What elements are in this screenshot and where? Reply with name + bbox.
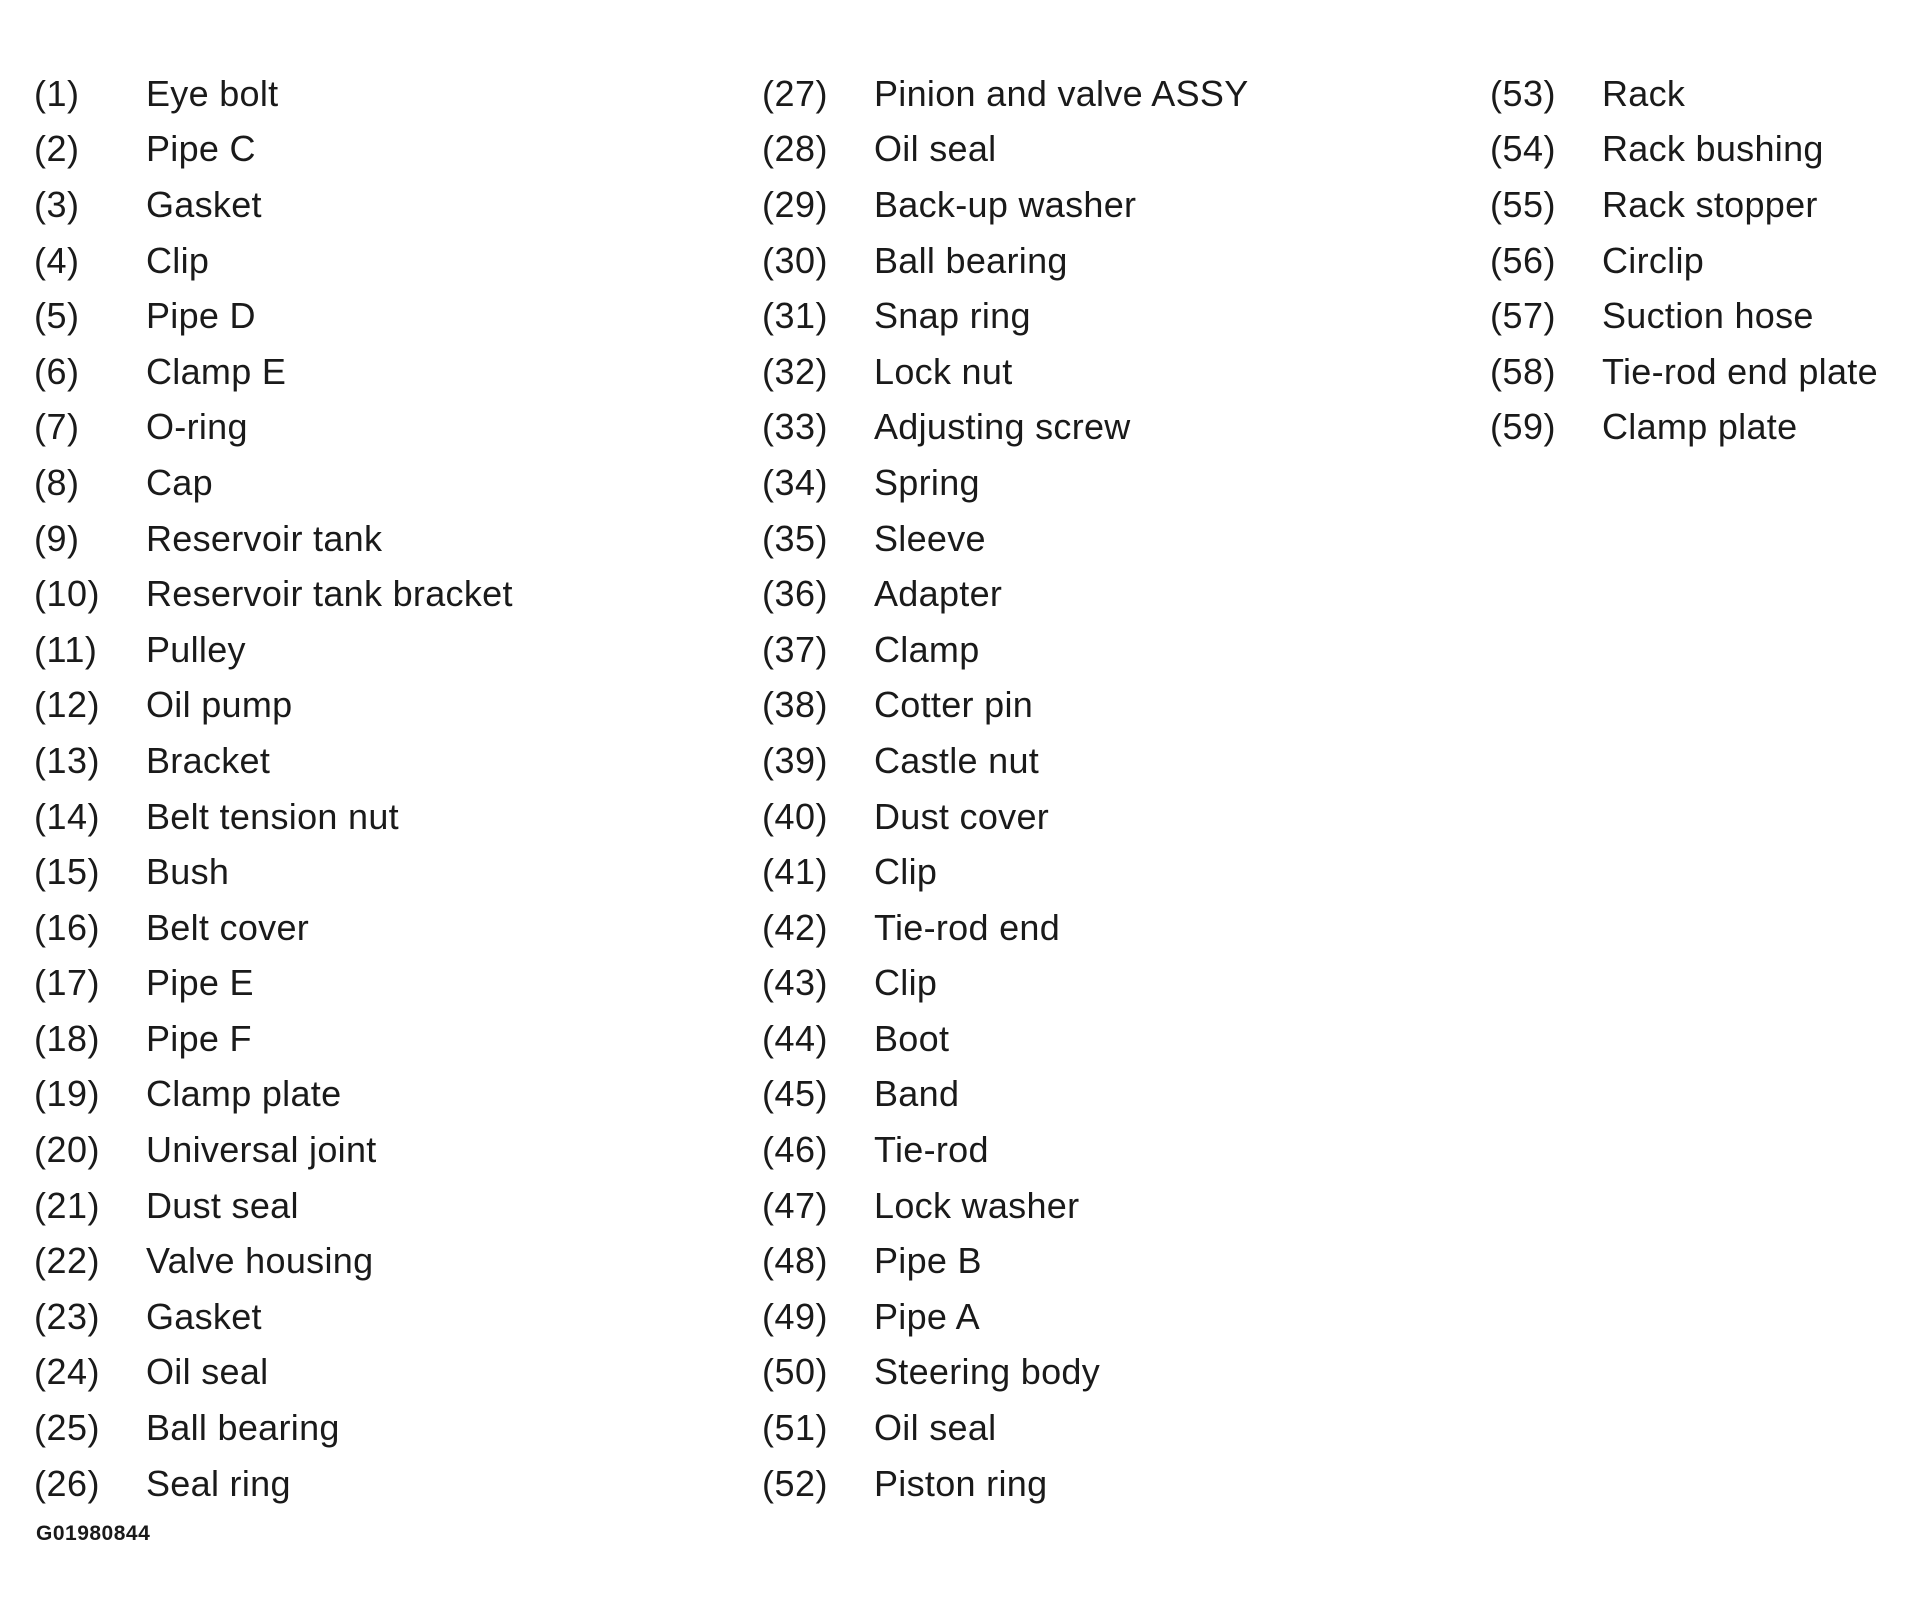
legend-item bbox=[34, 1456, 513, 1512]
legend-item-name: Clamp E bbox=[146, 350, 287, 392]
legend-item bbox=[34, 177, 513, 233]
legend-item-number: (5) bbox=[34, 295, 80, 337]
legend-column-3 bbox=[1490, 66, 1878, 455]
legend-item bbox=[762, 622, 1249, 678]
legend-item-number: (44) bbox=[762, 1017, 829, 1059]
legend-item-number: (56) bbox=[1490, 239, 1557, 281]
legend-item-name: Circlip bbox=[1602, 239, 1705, 281]
legend-item bbox=[34, 233, 513, 289]
legend-item-number: (13) bbox=[34, 739, 101, 781]
legend-item bbox=[1490, 288, 1878, 344]
legend-item-name: Oil pump bbox=[146, 684, 293, 726]
legend-item-name: Boot bbox=[874, 1017, 950, 1059]
legend-item-name: Cap bbox=[146, 461, 213, 503]
legend-item bbox=[34, 900, 513, 956]
legend-item-name: Ball bearing bbox=[146, 1407, 340, 1449]
legend-item-name: Tie-rod end bbox=[874, 906, 1061, 948]
legend-item-number: (22) bbox=[34, 1240, 101, 1282]
legend-item bbox=[34, 1345, 513, 1401]
legend-item bbox=[34, 678, 513, 734]
legend-item-name: Band bbox=[874, 1073, 960, 1115]
legend-item-number: (12) bbox=[34, 684, 101, 726]
legend-item-number: (38) bbox=[762, 684, 829, 726]
legend-item-number: (35) bbox=[762, 517, 829, 559]
legend-item-name: Tie-rod bbox=[874, 1129, 989, 1171]
legend-item-number: (36) bbox=[762, 573, 829, 615]
legend-item-name: Pipe B bbox=[874, 1240, 982, 1282]
legend-item-name: Dust cover bbox=[874, 795, 1050, 837]
legend-item-name: Castle nut bbox=[874, 739, 1040, 781]
legend-item-name: Pipe F bbox=[146, 1017, 252, 1059]
legend-item bbox=[34, 844, 513, 900]
legend-item bbox=[762, 1400, 1249, 1456]
legend-item bbox=[34, 1011, 513, 1067]
legend-item bbox=[762, 1067, 1249, 1123]
legend-item-name: Tie-rod end plate bbox=[1602, 350, 1878, 392]
legend-item bbox=[34, 66, 513, 122]
legend-item-name: Eye bolt bbox=[146, 72, 279, 114]
legend-item-number: (6) bbox=[34, 350, 80, 392]
legend-item-name: Oil seal bbox=[146, 1351, 269, 1393]
legend-item-name: Valve housing bbox=[146, 1240, 374, 1282]
legend-item-name: Pinion and valve ASSY bbox=[874, 72, 1249, 114]
legend-item bbox=[1490, 400, 1878, 456]
figure-id: G01980844 bbox=[36, 1522, 151, 1545]
legend-item bbox=[762, 1289, 1249, 1345]
legend-item-name: Steering body bbox=[874, 1351, 1101, 1393]
legend-item bbox=[762, 566, 1249, 622]
legend-item-name: Pipe D bbox=[146, 295, 256, 337]
legend-item-number: (24) bbox=[34, 1351, 101, 1393]
legend-item-name: Universal joint bbox=[146, 1129, 377, 1171]
legend-item-name: Dust seal bbox=[146, 1184, 299, 1226]
legend-item bbox=[762, 1233, 1249, 1289]
legend-item-number: (49) bbox=[762, 1295, 829, 1337]
legend-item bbox=[34, 344, 513, 400]
legend-item-number: (18) bbox=[34, 1017, 101, 1059]
legend-item-number: (40) bbox=[762, 795, 829, 837]
legend-item bbox=[34, 288, 513, 344]
legend-item bbox=[34, 455, 513, 511]
legend-item-number: (39) bbox=[762, 739, 829, 781]
legend-item-number: (43) bbox=[762, 962, 829, 1004]
legend-item-name: O-ring bbox=[146, 406, 248, 448]
legend-item bbox=[34, 511, 513, 567]
legend-item-name: Cotter pin bbox=[874, 684, 1034, 726]
legend-item-name: Lock nut bbox=[874, 350, 1013, 392]
legend-item bbox=[34, 1289, 513, 1345]
legend-item-number: (37) bbox=[762, 628, 829, 670]
legend-item-name: Belt cover bbox=[146, 906, 310, 948]
legend-item-number: (7) bbox=[34, 406, 80, 448]
legend-item-name: Sleeve bbox=[874, 517, 986, 559]
legend-item-number: (1) bbox=[34, 72, 80, 114]
legend-item bbox=[762, 900, 1249, 956]
legend-item bbox=[1490, 66, 1878, 122]
legend-item-name: Clip bbox=[874, 962, 938, 1004]
legend-item-name: Back-up washer bbox=[874, 183, 1137, 225]
legend-item bbox=[762, 1345, 1249, 1401]
legend-item-name: Suction hose bbox=[1602, 295, 1814, 337]
legend-item-number: (54) bbox=[1490, 128, 1557, 170]
legend-item-name: Oil seal bbox=[874, 128, 997, 170]
legend-item bbox=[34, 566, 513, 622]
legend-item bbox=[34, 122, 513, 178]
legend-item-number: (14) bbox=[34, 795, 101, 837]
legend-item-number: (28) bbox=[762, 128, 829, 170]
legend-item-number: (16) bbox=[34, 906, 101, 948]
legend-item-number: (51) bbox=[762, 1407, 829, 1449]
legend-item bbox=[34, 956, 513, 1012]
legend-item-number: (41) bbox=[762, 851, 829, 893]
legend-item-number: (55) bbox=[1490, 183, 1557, 225]
legend-item-number: (52) bbox=[762, 1462, 829, 1504]
legend-item-number: (34) bbox=[762, 461, 829, 503]
legend-item-name: Gasket bbox=[146, 183, 262, 225]
legend-item-number: (59) bbox=[1490, 406, 1557, 448]
legend-item bbox=[1490, 233, 1878, 289]
legend-item bbox=[34, 1067, 513, 1123]
legend-item-name: Belt tension nut bbox=[146, 795, 399, 837]
legend-item-name: Oil seal bbox=[874, 1407, 997, 1449]
legend-item-number: (4) bbox=[34, 239, 80, 281]
legend-item bbox=[762, 844, 1249, 900]
legend-item bbox=[762, 1122, 1249, 1178]
legend-item-number: (11) bbox=[34, 628, 98, 670]
legend-item bbox=[762, 1456, 1249, 1512]
legend-item bbox=[1490, 122, 1878, 178]
legend-item bbox=[1490, 344, 1878, 400]
legend-item-name: Adapter bbox=[874, 573, 1003, 615]
legend-item-name: Ball bearing bbox=[874, 239, 1068, 281]
legend-item-name: Clamp bbox=[874, 628, 980, 670]
legend-item-name: Adjusting screw bbox=[874, 406, 1131, 448]
legend-item-number: (30) bbox=[762, 239, 829, 281]
legend-item-number: (9) bbox=[34, 517, 80, 559]
legend-item bbox=[762, 400, 1249, 456]
legend-item-number: (50) bbox=[762, 1351, 829, 1393]
legend-item bbox=[34, 622, 513, 678]
legend-item-number: (25) bbox=[34, 1407, 101, 1449]
legend-item bbox=[34, 733, 513, 789]
legend-item-name: Seal ring bbox=[146, 1462, 291, 1504]
legend-item bbox=[1490, 177, 1878, 233]
legend-item bbox=[762, 122, 1249, 178]
legend-item-number: (19) bbox=[34, 1073, 101, 1115]
legend-item bbox=[762, 455, 1249, 511]
legend-item-number: (15) bbox=[34, 851, 101, 893]
legend-item-number: (31) bbox=[762, 295, 829, 337]
legend-item bbox=[762, 233, 1249, 289]
legend-item-name: Rack bushing bbox=[1602, 128, 1824, 170]
legend-item-name: Clamp plate bbox=[1602, 406, 1798, 448]
legend-item-number: (21) bbox=[34, 1184, 101, 1226]
legend-column-2 bbox=[762, 66, 1249, 1511]
legend-item-number: (27) bbox=[762, 72, 829, 114]
legend-item-number: (20) bbox=[34, 1129, 101, 1171]
legend-item-number: (29) bbox=[762, 183, 829, 225]
legend-item-number: (48) bbox=[762, 1240, 829, 1282]
legend-item-name: Bracket bbox=[146, 739, 271, 781]
legend-item-name: Spring bbox=[874, 461, 980, 503]
legend-item bbox=[762, 1011, 1249, 1067]
legend-item-name: Piston ring bbox=[874, 1462, 1048, 1504]
legend-item-number: (23) bbox=[34, 1295, 101, 1337]
legend-item-number: (26) bbox=[34, 1462, 101, 1504]
legend-item-number: (47) bbox=[762, 1184, 829, 1226]
parts-legend bbox=[0, 66, 1905, 1506]
legend-item-number: (58) bbox=[1490, 350, 1557, 392]
legend-item-number: (33) bbox=[762, 406, 829, 448]
legend-item bbox=[34, 1400, 513, 1456]
legend-item bbox=[762, 733, 1249, 789]
legend-item bbox=[34, 1233, 513, 1289]
legend-item bbox=[34, 789, 513, 845]
legend-item bbox=[762, 789, 1249, 845]
legend-item-name: Pipe C bbox=[146, 128, 256, 170]
legend-item-number: (2) bbox=[34, 128, 80, 170]
legend-item bbox=[762, 177, 1249, 233]
legend-item-number: (3) bbox=[34, 183, 80, 225]
legend-item bbox=[762, 66, 1249, 122]
legend-item-name: Reservoir tank bracket bbox=[146, 573, 513, 615]
legend-item-name: Gasket bbox=[146, 1295, 262, 1337]
legend-item-name: Pipe A bbox=[874, 1295, 980, 1337]
legend-item bbox=[762, 956, 1249, 1012]
legend-item-number: (42) bbox=[762, 906, 829, 948]
legend-item bbox=[762, 288, 1249, 344]
legend-item bbox=[762, 344, 1249, 400]
legend-item-number: (53) bbox=[1490, 72, 1557, 114]
legend-item-number: (17) bbox=[34, 962, 101, 1004]
legend-item-name: Lock washer bbox=[874, 1184, 1080, 1226]
legend-item-name: Rack stopper bbox=[1602, 183, 1818, 225]
legend-item-number: (46) bbox=[762, 1129, 829, 1171]
legend-item-number: (45) bbox=[762, 1073, 829, 1115]
legend-item bbox=[762, 678, 1249, 734]
legend-item-name: Pulley bbox=[146, 628, 246, 670]
legend-item bbox=[762, 511, 1249, 567]
legend-item-name: Clip bbox=[146, 239, 210, 281]
legend-item-number: (32) bbox=[762, 350, 829, 392]
legend-item bbox=[34, 1122, 513, 1178]
legend-item-name: Rack bbox=[1602, 72, 1686, 114]
legend-item-name: Snap ring bbox=[874, 295, 1031, 337]
legend-item bbox=[34, 400, 513, 456]
legend-item-number: (57) bbox=[1490, 295, 1557, 337]
legend-column-1 bbox=[34, 66, 513, 1511]
legend-item-name: Bush bbox=[146, 851, 230, 893]
legend-item-name: Clip bbox=[874, 851, 938, 893]
legend-item bbox=[34, 1178, 513, 1234]
legend-item bbox=[762, 1178, 1249, 1234]
legend-item-name: Clamp plate bbox=[146, 1073, 342, 1115]
legend-item-name: Reservoir tank bbox=[146, 517, 383, 559]
legend-item-number: (10) bbox=[34, 573, 101, 615]
legend-item-number: (8) bbox=[34, 461, 80, 503]
legend-item-name: Pipe E bbox=[146, 962, 254, 1004]
